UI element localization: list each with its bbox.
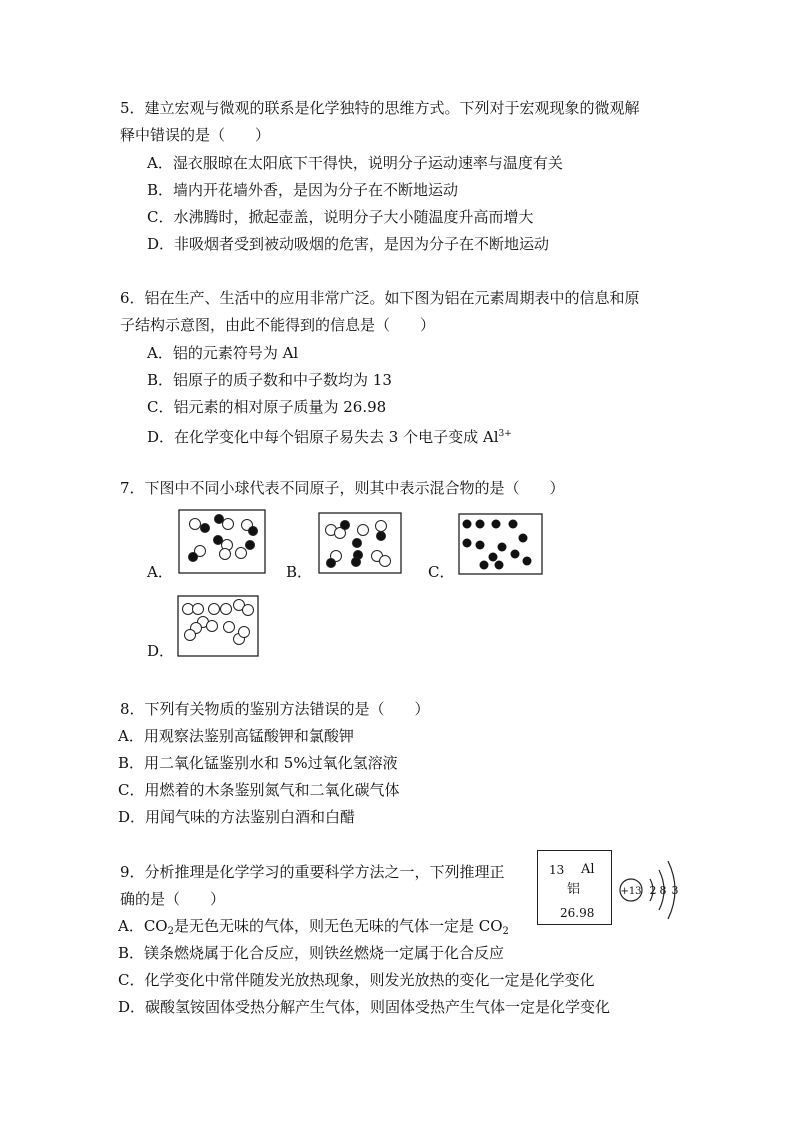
q9-option-b: B．镁条燃烧属于化合反应，则铁丝燃烧一定属于化合反应 [118,944,505,962]
q5-option-b: B．墙内开花墙外香，是因为分子在不断地运动 [147,181,459,199]
shell-electrons-3: 3 [671,884,679,897]
q5-option-d: D．非吸烟者受到被动吸烟的危害，是因为分子在不断地运动 [147,235,550,253]
q5-stem-line2: 释中错误的是（ ） [120,126,271,144]
q6-stem-line2: 子结构示意图，由此不能得到的信息是（ ） [120,316,436,334]
q7-label-d: D． [147,642,175,660]
q6-stem-line1: 6．铝在生产、生活中的应用非常广泛。如下图为铝在元素周期表中的信息和原 [120,289,640,307]
q9-option-a-sub2: 2 [502,926,509,937]
q6-option-d [147,424,512,447]
element-symbol: Al [581,862,595,877]
q9-option-d: D．碳酸氢铵固体受热分解产生气体，则固体受热产生气体一定是化学变化 [118,998,611,1016]
shell-electrons-2: 8 [659,884,667,897]
q7-box-a [178,509,266,575]
q9-option-a [118,916,509,942]
q7-label-c: C． [428,563,455,581]
element-name: 铝 [567,882,581,897]
q9-stem-line1: 9．分析推理是化学学习的重要科学方法之一，下列推理正 [120,863,505,881]
element-mass: 26.98 [560,906,595,920]
q6-option-d-text: D．在化学变化中每个铝原子易失去 3 个电子变成 Al [147,428,499,446]
q7-box-b [318,512,402,575]
q9-option-a-pre: A．CO [118,917,168,935]
q6-option-c: C．铝元素的相对原子质量为 26.98 [147,398,387,416]
q5-stem-line1: 5．建立宏观与微观的联系是化学独特的思维方式。下列对于宏观现象的微观解 [120,99,640,117]
q5-option-c: C．水沸腾时，掀起壶盖，说明分子大小随温度升高而增大 [147,208,534,226]
q5-option-a: A．湿衣服晾在太阳底下干得快，说明分子运动速率与温度有关 [147,154,563,172]
q7-stem: 7．下图中不同小球代表不同原子，则其中表示混合物的是（ ） [120,479,565,497]
q9-option-a-mid: 是无色无味的气体，则无色无味的气体一定是 CO [173,917,503,935]
q8-option-c: C．用燃着的木条鉴别氮气和二氧化碳气体 [118,781,400,799]
q9-option-c: C．化学变化中常伴随发光放热现象，则发光放热的变化一定是化学变化 [118,971,595,989]
q7-label-a: A． [147,563,173,581]
q9-option-a-sub1: 2 [167,926,174,937]
shell-electrons-1: 2 [649,884,657,897]
q6-option-b: B．铝原子的质子数和中子数均为 13 [147,371,392,389]
q8-option-a: A．用观察法鉴别高锰酸钾和氯酸钾 [118,727,354,745]
element-card [537,850,612,925]
atom-nucleus-charge: +13 [620,886,642,897]
atom-structure-diagram [616,850,688,932]
q8-stem: 8．下列有关物质的鉴别方法错误的是（ ） [120,700,430,718]
q7-box-c [458,513,543,576]
element-atomic-number: 13 [549,863,565,877]
q7-box-d [177,595,259,658]
q6-option-a: A．铝的元素符号为 Al [147,344,299,362]
q7-label-b: B． [286,563,313,581]
q8-option-b: B．用二氧化锰鉴别水和 5%过氧化氢溶液 [118,754,398,772]
q6-option-d-charge: 3+ [498,429,512,439]
q8-option-d: D．用闻气味的方法鉴别白酒和白醋 [118,808,356,826]
q9-stem-line2: 确的是（ ） [120,890,226,908]
